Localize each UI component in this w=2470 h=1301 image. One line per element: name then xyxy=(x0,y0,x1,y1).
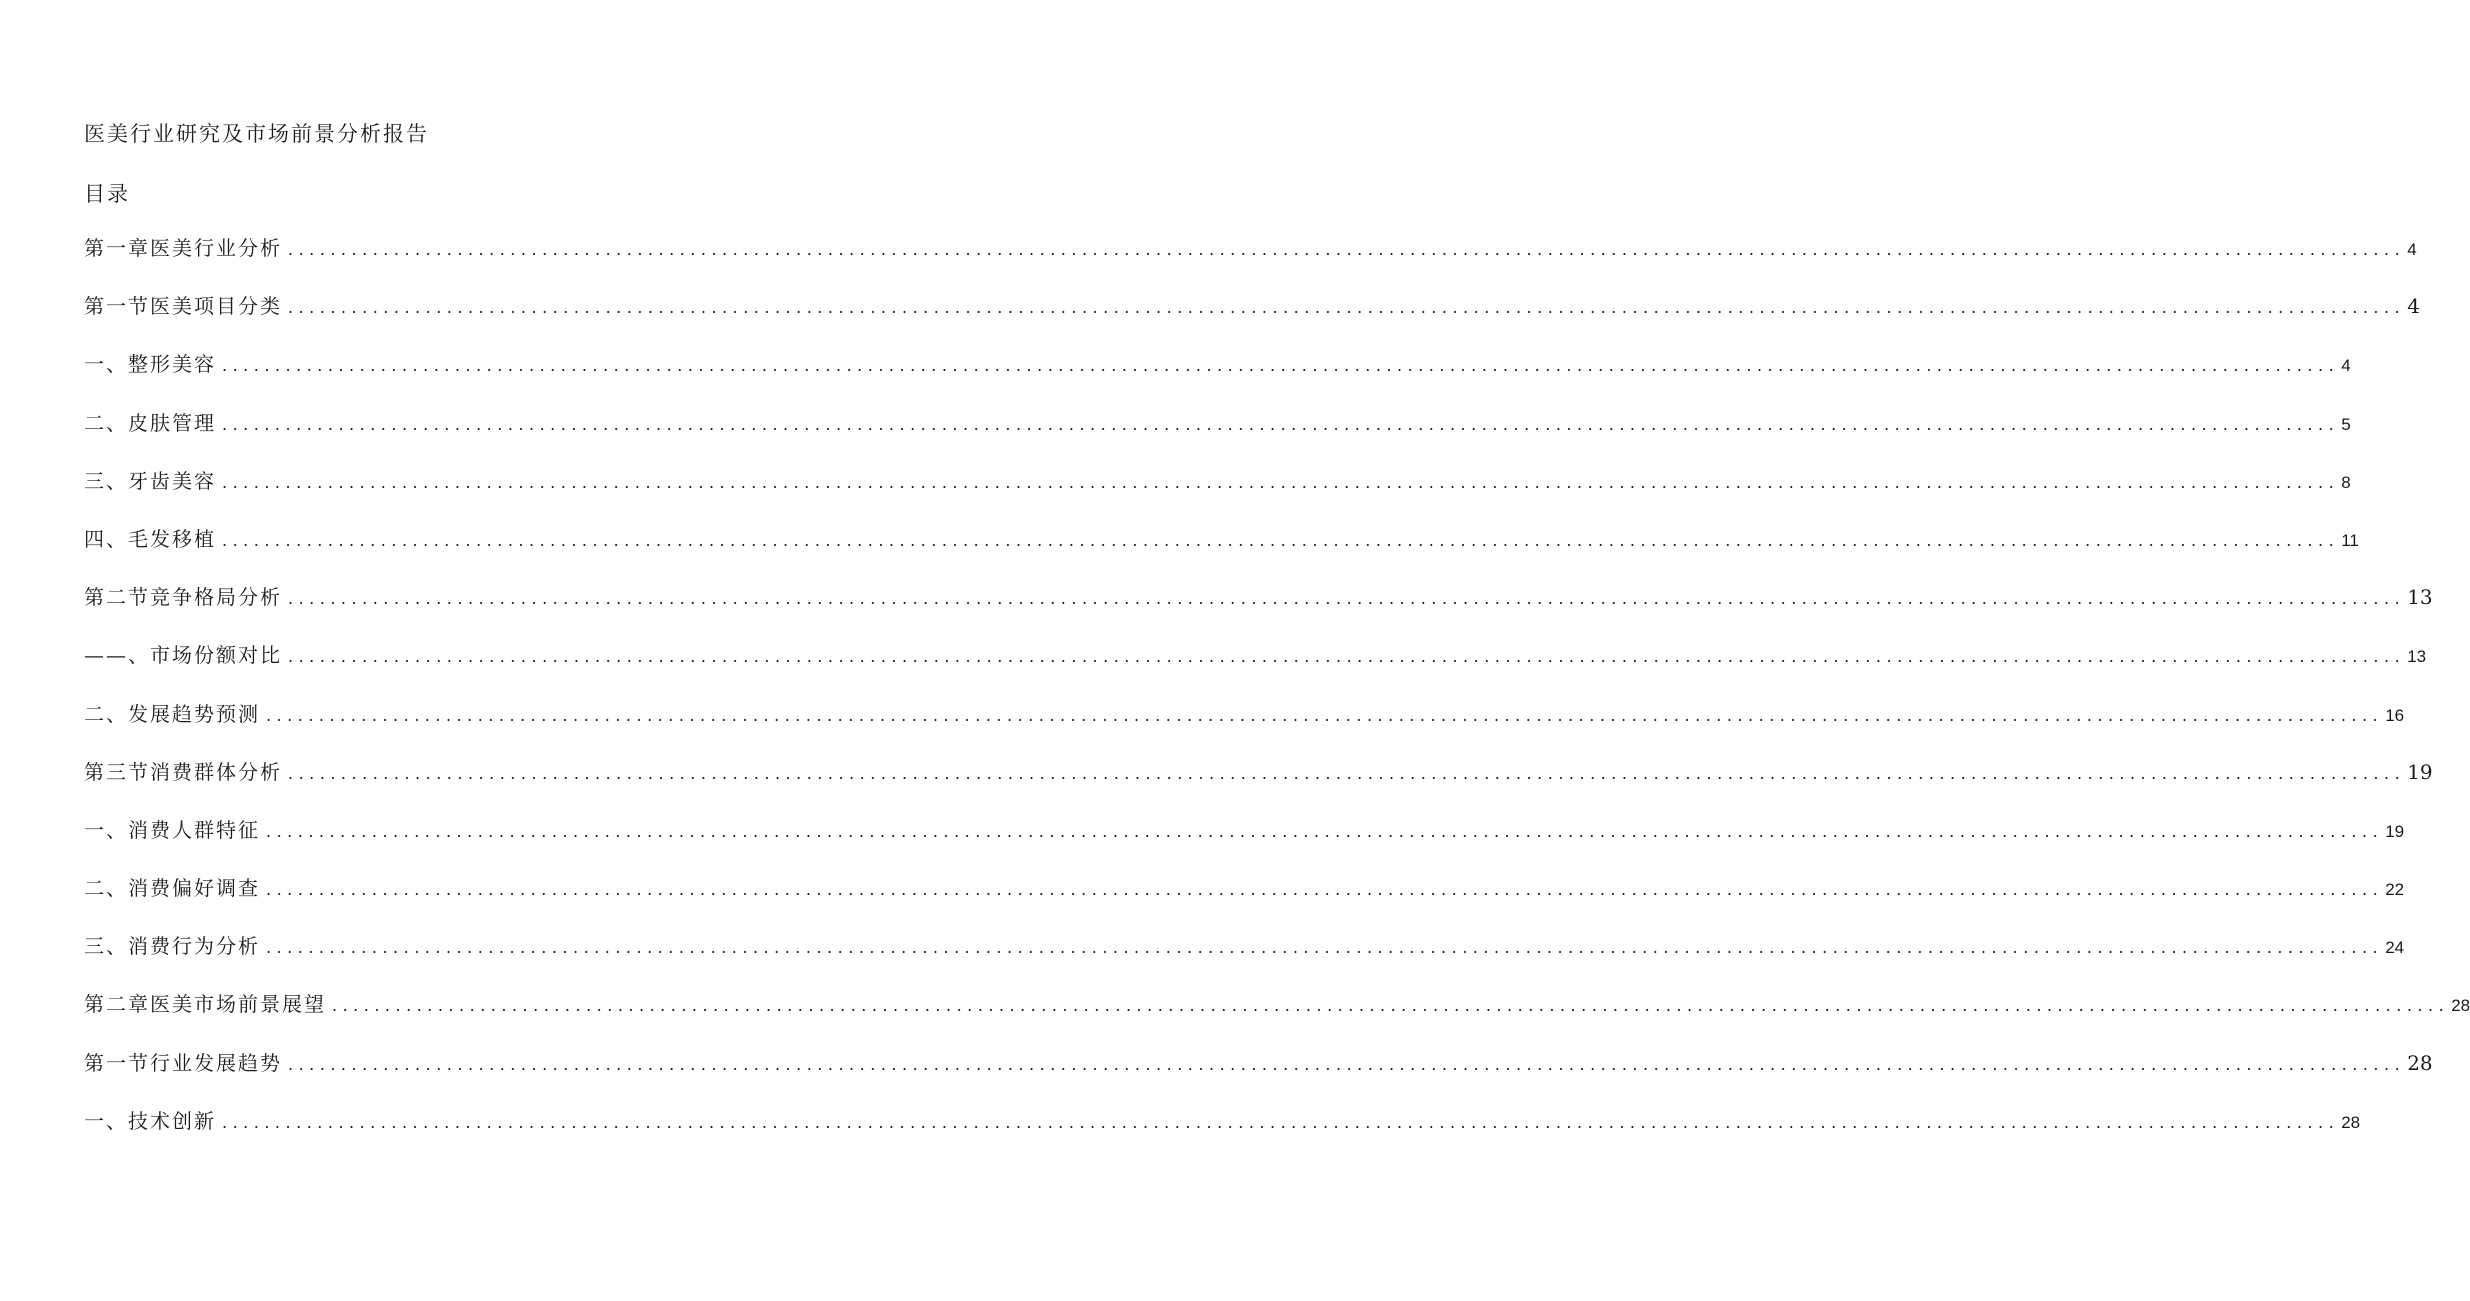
toc-entry-page: 8 xyxy=(2341,472,2351,492)
toc-entry-page: 13 xyxy=(2407,647,2427,667)
toc-entry-label: 第一节医美项目分类 xyxy=(84,294,282,319)
toc-entry[interactable] xyxy=(84,988,2470,1046)
toc-entry-label: 三、牙齿美容 xyxy=(84,468,216,493)
toc-entry-label: 二、消费偏好调查 xyxy=(84,876,260,901)
toc-entry-label: 第二节竞争格局分析 xyxy=(84,585,282,610)
toc-entry[interactable] xyxy=(84,756,2433,814)
toc-entry-label: 一、整形美容 xyxy=(84,352,216,377)
toc-entry-page: 4 xyxy=(2407,240,2417,259)
toc-entry-label: ——、市场份额对比 xyxy=(84,643,282,668)
toc-entry[interactable] xyxy=(84,930,2405,988)
table-of-contents xyxy=(84,232,2470,1163)
toc-leader-dots: ........................................................................................................................................................................................................ xyxy=(222,530,2340,550)
toc-entry-page: 4 xyxy=(2407,294,2420,319)
toc-entry[interactable] xyxy=(84,407,2351,465)
toc-entry[interactable] xyxy=(84,581,2433,639)
toc-leader-dots: ........................................................................................................................................................................................................ xyxy=(288,1054,2406,1074)
toc-entry[interactable] xyxy=(84,465,2351,523)
toc-leader-dots: ........................................................................................................................................................................................................ xyxy=(332,996,2450,1016)
toc-entry[interactable] xyxy=(84,1105,2361,1163)
document-title: 医美行业研究及市场前景分析报告 xyxy=(84,122,429,146)
toc-heading: 目录 xyxy=(84,182,130,206)
toc-leader-dots: ........................................................................................................................................................................................................ xyxy=(288,589,2406,609)
toc-entry[interactable] xyxy=(84,698,2405,756)
toc-entry[interactable] xyxy=(84,348,2351,406)
toc-entry-label: 一、消费人群特征 xyxy=(84,817,260,842)
toc-entry-page: 24 xyxy=(2385,938,2405,958)
toc-entry[interactable] xyxy=(84,290,2420,348)
toc-entry-page: 5 xyxy=(2341,414,2351,434)
toc-entry-page: 28 xyxy=(2407,1050,2433,1075)
toc-leader-dots: ........................................................................................................................................................................................................ xyxy=(288,763,2406,783)
toc-entry-label: 二、发展趋势预测 xyxy=(84,701,260,726)
toc-leader-dots: ........................................................................................................................................................................................................ xyxy=(222,472,2340,492)
toc-entry-page: 19 xyxy=(2385,821,2405,841)
toc-entry-page: 11 xyxy=(2341,530,2359,550)
toc-entry-label: 四、毛发移植 xyxy=(84,526,216,551)
toc-entry-page: 19 xyxy=(2407,759,2433,784)
toc-entry-page: 13 xyxy=(2407,585,2433,610)
toc-entry-label: 第三节消费群体分析 xyxy=(84,759,282,784)
toc-leader-dots: ........................................................................................................................................................................................................ xyxy=(266,705,2384,725)
toc-leader-dots: ........................................................................................................................................................................................................ xyxy=(266,880,2384,900)
toc-entry[interactable] xyxy=(84,814,2405,872)
toc-leader-dots: ........................................................................................................................................................................................................ xyxy=(288,298,2406,318)
toc-entry[interactable] xyxy=(84,639,2427,697)
toc-entry-page: 4 xyxy=(2341,356,2351,376)
toc-entry-label: 二、皮肤管理 xyxy=(84,410,216,435)
toc-leader-dots: ........................................................................................................................................................................................................ xyxy=(288,647,2406,667)
toc-entry[interactable] xyxy=(84,872,2405,930)
toc-entry-label: 第二章医美市场前景展望 xyxy=(84,992,326,1017)
toc-leader-dots: ........................................................................................................................................................................................................ xyxy=(222,356,2340,376)
toc-leader-dots: ........................................................................................................................................................................................................ xyxy=(266,821,2384,841)
toc-entry[interactable] xyxy=(84,1047,2433,1105)
toc-entry-page: 28 xyxy=(2341,1112,2361,1132)
toc-leader-dots: ........................................................................................................................................................................................................ xyxy=(222,414,2340,434)
toc-entry-label: 三、消费行为分析 xyxy=(84,934,260,959)
toc-entry[interactable] xyxy=(84,232,2417,290)
toc-entry-label: 第一章医美行业分析 xyxy=(84,236,282,260)
toc-leader-dots: ........................................................................................................................................................................................................ xyxy=(222,1112,2340,1132)
toc-leader-dots: ........................................................................................................................................................................................................ xyxy=(288,240,2406,259)
toc-entry-page: 22 xyxy=(2385,880,2405,900)
toc-entry-page: 28 xyxy=(2451,996,2470,1016)
toc-leader-dots: ........................................................................................................................................................................................................ xyxy=(266,938,2384,958)
toc-entry-label: 一、技术创新 xyxy=(84,1108,216,1133)
toc-entry-page: 16 xyxy=(2385,705,2405,725)
toc-entry[interactable] xyxy=(84,523,2359,581)
toc-entry-label: 第一节行业发展趋势 xyxy=(84,1050,282,1075)
